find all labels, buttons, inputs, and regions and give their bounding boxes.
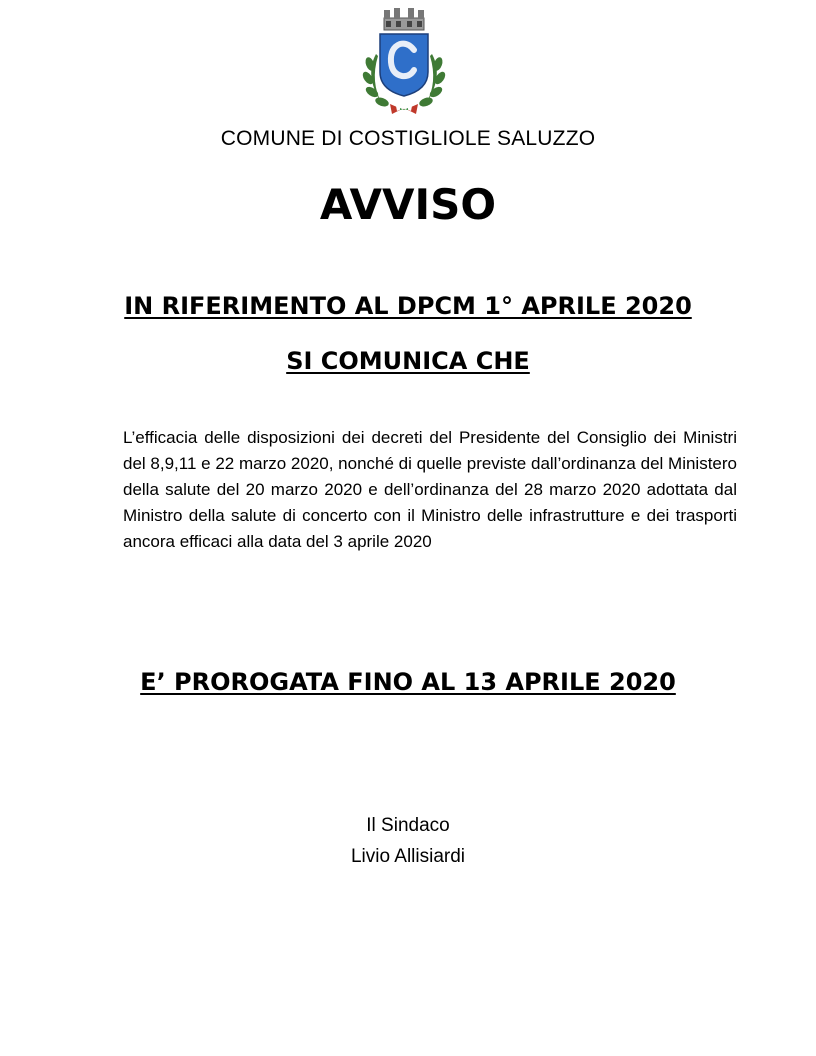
crown-icon	[384, 8, 424, 30]
communicates-heading: SI COMUNICA CHE	[286, 347, 530, 375]
shield-icon	[380, 34, 428, 96]
signature-role: Il Sindaco	[366, 815, 450, 836]
notice-title: AVVISO	[319, 180, 497, 229]
municipality-name: COMUNE DI COSTIGLIOLE SALUZZO	[220, 127, 596, 150]
ribbon-icon	[390, 104, 418, 114]
extension-heading: E’ PROROGATA FINO AL 13 APRILE 2020	[140, 668, 676, 696]
signature-name: Livio Allisiardi	[350, 846, 466, 867]
municipal-crest-icon	[356, 4, 452, 122]
crest-graphic	[356, 4, 452, 122]
reference-heading: IN RIFERIMENTO AL DPCM 1° APRILE 2020	[124, 292, 692, 320]
notice-body: L’efficacia delle disposizioni dei decreti del Presidente del Consiglio dei Ministri del 8,9,11 e 22 marzo 2020, nonché di quelle previste dall’ordinanza del Ministero della salute del 20 marzo 2020 e dell’ordinanza del 28 marzo 2020 adottata dal Ministro della salute di concerto con il Ministro delle infrastrutture e dei trasporti ancora efficaci alla data del 3 aprile 2020	[123, 428, 737, 551]
